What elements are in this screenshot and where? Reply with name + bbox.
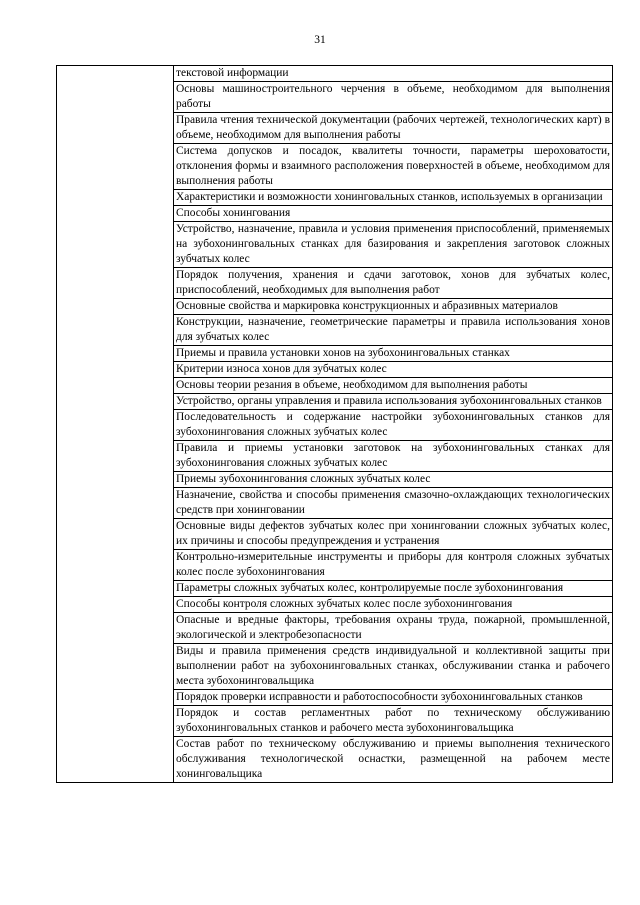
requirement-text: Основы машиностроительного черчения в объеме, необходимом для выполнения работы bbox=[176, 83, 610, 110]
requirement-text: Устройство, назначение, правила и условия применения приспособлений, применяемых на зубохонинговальных станках для базирования и закрепления заготовок сложных зубчатых колес bbox=[176, 223, 610, 265]
requirement-cell bbox=[174, 472, 613, 488]
requirement-text: Основные свойства и маркировка конструкционных и абразивных материалов bbox=[176, 300, 558, 312]
requirement-text: Основные виды дефектов зубчатых колес при хонинговании сложных зубчатых колес, их причины и способы предупреждения и устранения bbox=[176, 520, 610, 547]
requirement-text: Основы теории резания в объеме, необходимом для выполнения работы bbox=[176, 379, 528, 391]
requirement-cell bbox=[174, 315, 613, 346]
requirement-text: Способы хонингования bbox=[176, 207, 291, 219]
requirement-cell bbox=[174, 613, 613, 644]
requirement-cell bbox=[174, 362, 613, 378]
requirement-cell bbox=[174, 706, 613, 737]
requirement-text: Назначение, свойства и способы применения смазочно-охлаждающих технологических средств при хонинговании bbox=[176, 489, 610, 516]
page-number: 31 bbox=[314, 34, 326, 46]
requirement-cell bbox=[174, 113, 613, 144]
requirement-cell bbox=[174, 378, 613, 394]
requirement-cell bbox=[174, 394, 613, 410]
requirement-cell bbox=[174, 144, 613, 190]
requirement-cell bbox=[174, 299, 613, 315]
requirement-text: Конструкции, назначение, геометрические параметры и правила использования хонов для зубчатых колес bbox=[176, 316, 610, 343]
requirement-cell bbox=[174, 190, 613, 206]
requirement-text: Контрольно-измерительные инструменты и приборы для контроля сложных зубчатых колес после зубохонингования bbox=[176, 551, 610, 578]
requirement-cell bbox=[174, 346, 613, 362]
requirement-text: Порядок и состав регламентных работ по техническому обслуживанию зубохонинговальных станков и рабочего места зубохонинговальщика bbox=[176, 707, 610, 734]
requirement-text: Правила и приемы установки заготовок на зубохонинговальных станках для зубохонингования сложных зубчатых колес bbox=[176, 442, 610, 469]
requirement-text: Порядок проверки исправности и работоспособности зубохонинговальных станков bbox=[176, 691, 583, 703]
label-cell bbox=[57, 66, 174, 783]
requirement-cell bbox=[174, 488, 613, 519]
requirement-cell bbox=[174, 441, 613, 472]
requirement-cell bbox=[174, 268, 613, 299]
requirement-text: Правила чтения технической документации (рабочих чертежей, технологических карт) в объеме, необходимом для выполнения работы bbox=[176, 114, 610, 141]
requirement-cell bbox=[174, 222, 613, 268]
requirement-cell bbox=[174, 690, 613, 706]
requirement-text: Устройство, органы управления и правила использования зубохонинговальных станков bbox=[176, 395, 602, 407]
requirement-text: Состав работ по техническому обслуживанию и приемы выполнения технического обслуживания технологической оснастки, размещенной на рабочем месте хонинговальщика bbox=[176, 738, 610, 780]
requirement-text: Опасные и вредные факторы, требования охраны труда, пожарной, промышленной, экологической и электробезопасности bbox=[176, 614, 610, 641]
requirement-cell bbox=[174, 550, 613, 581]
knowledge-table bbox=[56, 65, 613, 783]
requirement-text: текстовой информации bbox=[176, 67, 289, 79]
requirement-cell bbox=[174, 597, 613, 613]
requirement-text: Система допусков и посадок, квалитеты точности, параметры шероховатости, отклонения формы и взаимного расположения поверхностей в объеме, необходимом для выполнения работы bbox=[176, 145, 610, 187]
requirement-cell bbox=[174, 644, 613, 690]
requirement-cell bbox=[174, 66, 613, 82]
requirement-text: Характеристики и возможности хонинговальных станков, используемых в организации bbox=[176, 191, 603, 203]
requirement-cell bbox=[174, 737, 613, 783]
requirement-cell bbox=[174, 82, 613, 113]
requirement-text: Приемы и правила установки хонов на зубохонинговальных станках bbox=[176, 347, 510, 359]
requirement-text: Виды и правила применения средств индивидуальной и коллективной защиты при выполнении работ на зубохонинговальных станках, обслуживании станка и рабочего места зубохонинговальщика bbox=[176, 645, 610, 687]
knowledge-table-body bbox=[57, 66, 613, 783]
requirement-cell bbox=[174, 581, 613, 597]
table-row bbox=[57, 66, 613, 82]
requirement-cell bbox=[174, 410, 613, 441]
requirement-text: Критерии износа хонов для зубчатых колес bbox=[176, 363, 387, 375]
requirement-text: Последовательность и содержание настройки зубохонинговальных станков для зубохонингования сложных зубчатых колес bbox=[176, 411, 610, 438]
requirement-text: Порядок получения, хранения и сдачи заготовок, хонов для зубчатых колес, приспособлений, необходимых для выполнения работ bbox=[176, 269, 610, 296]
requirement-cell bbox=[174, 206, 613, 222]
requirement-text: Параметры сложных зубчатых колес, контролируемые после зубохонингования bbox=[176, 582, 564, 594]
requirement-cell bbox=[174, 519, 613, 550]
requirement-text: Способы контроля сложных зубчатых колес после зубохонингования bbox=[176, 598, 513, 610]
requirement-text: Приемы зубохонингования сложных зубчатых колес bbox=[176, 473, 431, 485]
